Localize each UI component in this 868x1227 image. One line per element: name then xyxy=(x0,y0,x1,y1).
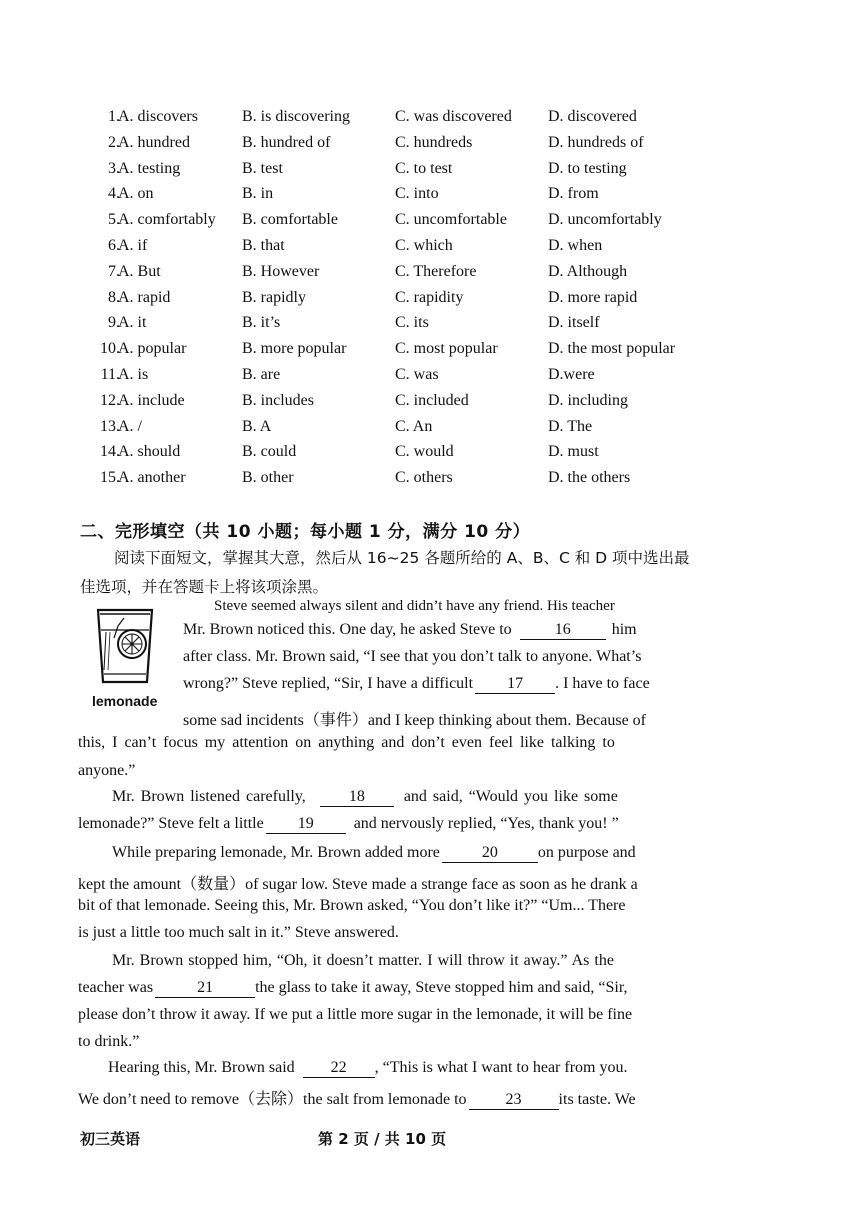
option-c[interactable]: C. An xyxy=(395,417,433,435)
option-c[interactable]: C. to test xyxy=(395,159,453,177)
passage-line: please don’t throw it away. If we put a little more sugar in the lemonade, it will be fine xyxy=(78,1006,633,1023)
question-number: 5. xyxy=(108,211,120,229)
option-b[interactable]: B. it’s xyxy=(242,314,281,332)
passage-line: While preparing lemonade, Mr. Brown added more 20 on purpose and xyxy=(112,844,636,861)
option-c[interactable]: C. uncomfortable xyxy=(395,211,507,229)
option-a[interactable]: A. include xyxy=(118,391,185,409)
option-row xyxy=(76,439,796,465)
question-number: 12. xyxy=(100,391,120,409)
option-row xyxy=(76,388,796,414)
option-d[interactable]: D. when xyxy=(548,236,603,254)
option-row xyxy=(76,465,796,491)
question-number: 9. xyxy=(108,314,120,332)
blank-20[interactable]: 20 xyxy=(442,844,538,863)
option-c[interactable]: C. others xyxy=(395,469,453,487)
blank-18[interactable]: 18 xyxy=(320,788,394,807)
option-a[interactable]: A. comfortably xyxy=(118,211,216,229)
footer-page-number: 第 2 页 / 共 10 页 xyxy=(318,1130,447,1148)
option-row xyxy=(76,310,796,336)
option-a[interactable]: A. rapid xyxy=(118,288,171,306)
footer-subject: 初三英语 xyxy=(80,1130,141,1148)
option-b[interactable]: B. are xyxy=(242,365,281,383)
option-d[interactable]: D. the others xyxy=(548,469,631,487)
option-row xyxy=(76,130,796,156)
passage-line: to drink.” xyxy=(78,1033,140,1050)
question-number: 3. xyxy=(108,159,120,177)
option-d[interactable]: D. to testing xyxy=(548,159,627,177)
option-d[interactable]: D. Although xyxy=(548,262,628,280)
option-row xyxy=(76,156,796,182)
passage-line: some sad incidents（事件）and I keep thinking about them. Because of xyxy=(183,712,647,729)
option-row xyxy=(76,362,796,388)
passage-line: Steve seemed always silent and didn’t have any friend. His teacher xyxy=(214,598,615,614)
blank-21[interactable]: 21 xyxy=(155,979,255,998)
option-b[interactable]: B. hundred of xyxy=(242,133,331,151)
option-b[interactable]: B. rapidly xyxy=(242,288,306,306)
passage-line: Mr. Brown stopped him, “Oh, it doesn’t matter. I will throw it away.” As the xyxy=(112,952,614,969)
option-a[interactable]: A. testing xyxy=(118,159,181,177)
option-c[interactable]: C. Therefore xyxy=(395,262,477,280)
question-number: 15. xyxy=(100,469,120,487)
option-row xyxy=(76,181,796,207)
question-number: 1. xyxy=(108,108,120,125)
lemonade-glass-icon xyxy=(92,604,158,686)
passage-line: teacher was 21 the glass to take it away, Steve stopped him and said, “Sir, xyxy=(78,979,628,996)
option-row xyxy=(76,414,796,440)
option-d[interactable]: D. more rapid xyxy=(548,288,638,306)
question-number: 6. xyxy=(108,236,120,254)
passage-line: after class. Mr. Brown said, “I see that you don’t talk to anyone. What’s xyxy=(183,648,642,665)
option-d[interactable]: D. including xyxy=(548,391,628,409)
passage-line: We don’t need to remove（去除）the salt from lemonade to 23 its taste. We xyxy=(78,1091,636,1108)
option-b[interactable]: B. other xyxy=(242,469,294,487)
figure-caption: lemonade xyxy=(92,693,158,709)
passage-line: anyone.” xyxy=(78,762,136,779)
passage-line: wrong?” Steve replied, “Sir, I have a difficult 17 . I have to face xyxy=(183,675,650,692)
question-number: 8. xyxy=(108,288,120,306)
option-b[interactable]: B. in xyxy=(242,185,274,203)
options-table xyxy=(76,104,796,491)
blank-17[interactable]: 17 xyxy=(475,675,555,694)
option-row xyxy=(76,285,796,311)
option-d[interactable]: D. discovered xyxy=(548,108,637,125)
question-number: 4. xyxy=(108,185,120,203)
option-c[interactable]: C. was xyxy=(395,365,439,383)
passage-line: kept the amount（数量）of sugar low. Steve made a strange face as soon as he drank a xyxy=(78,876,638,893)
option-a[interactable]: A. another xyxy=(118,469,186,487)
option-c[interactable]: C. its xyxy=(395,314,429,332)
option-a[interactable]: A. if xyxy=(118,236,148,254)
question-number: 7. xyxy=(108,262,120,280)
option-c[interactable]: C. most popular xyxy=(395,340,498,358)
option-d[interactable]: D. hundreds of xyxy=(548,133,644,151)
option-c[interactable]: C. included xyxy=(395,391,469,409)
option-b[interactable]: B. includes xyxy=(242,391,314,409)
question-number: 14. xyxy=(100,443,120,461)
question-number: 10. xyxy=(100,340,120,358)
passage-line: bit of that lemonade. Seeing this, Mr. Brown asked, “You don’t like it?” “Um... There xyxy=(78,897,626,914)
option-a[interactable]: A. But xyxy=(118,262,161,280)
option-d[interactable]: D. from xyxy=(548,185,599,203)
section-instructions: 阅读下面短文，掌握其大意，然后从 16~25 各题所给的 A、B、C 和 D 项中选出最佳选项，并在答题卡上将该项涂黑。 xyxy=(80,549,690,596)
option-c[interactable]: C. which xyxy=(395,236,453,254)
option-b[interactable]: B. test xyxy=(242,159,283,177)
option-b[interactable]: B. that xyxy=(242,236,285,254)
option-d[interactable]: D. The xyxy=(548,417,593,435)
option-a[interactable]: A. popular xyxy=(118,340,187,358)
option-b[interactable]: B. could xyxy=(242,443,297,461)
option-d[interactable]: D.were xyxy=(548,365,595,383)
option-a[interactable]: A. on xyxy=(118,185,154,203)
option-a[interactable]: A. discovers xyxy=(118,108,198,125)
blank-16[interactable]: 16 xyxy=(520,621,606,640)
question-number: 11. xyxy=(100,365,120,383)
passage-line: is just a little too much salt in it.” Steve answered. xyxy=(78,924,399,941)
option-row xyxy=(76,233,796,259)
passage-line: Mr. Brown listened carefully, 18 and said, “Would you like some xyxy=(112,788,618,805)
option-row xyxy=(76,336,796,362)
option-row xyxy=(76,207,796,233)
passage-line: lemonade?” Steve felt a little 19 and nervously replied, “Yes, thank you! ” xyxy=(78,815,619,832)
option-c[interactable]: C. was discovered xyxy=(395,108,512,125)
option-c[interactable]: C. rapidity xyxy=(395,288,464,306)
option-d[interactable]: D. must xyxy=(548,443,599,461)
option-b[interactable]: B. A xyxy=(242,417,272,435)
blank-19[interactable]: 19 xyxy=(266,815,346,834)
option-a[interactable]: A. / xyxy=(118,417,142,435)
option-b[interactable]: B. However xyxy=(242,262,320,280)
passage-line: Hearing this, Mr. Brown said 22 , “This is what I want to hear from you. xyxy=(108,1059,628,1076)
option-d[interactable]: D. itself xyxy=(548,314,600,332)
option-c[interactable]: C. into xyxy=(395,185,439,203)
option-b[interactable]: B. comfortable xyxy=(242,211,338,229)
option-a[interactable]: A. it xyxy=(118,314,147,332)
option-c[interactable]: C. would xyxy=(395,443,454,461)
passage-line: Mr. Brown noticed this. One day, he asked Steve to 16 him xyxy=(183,621,637,638)
option-d[interactable]: D. the most popular xyxy=(548,340,676,358)
blank-23[interactable]: 23 xyxy=(469,1091,559,1110)
passage-line: this, I can’t focus my attention on anything and don’t even feel like talking to xyxy=(78,734,615,751)
question-number: 2. xyxy=(108,133,120,151)
option-b[interactable]: B. more popular xyxy=(242,340,347,358)
option-row xyxy=(76,104,796,130)
option-a[interactable]: A. is xyxy=(118,365,149,383)
option-a[interactable]: A. should xyxy=(118,443,181,461)
option-d[interactable]: D. uncomfortably xyxy=(548,211,662,229)
option-a[interactable]: A. hundred xyxy=(118,133,190,151)
option-row xyxy=(76,259,796,285)
option-b[interactable]: B. is discovering xyxy=(242,108,350,125)
option-c[interactable]: C. hundreds xyxy=(395,133,473,151)
blank-22[interactable]: 22 xyxy=(303,1059,375,1078)
section-title: 二、完形填空（共 10 小题；每小题 1 分，满分 10 分） xyxy=(80,522,531,542)
question-number: 13. xyxy=(100,417,120,435)
